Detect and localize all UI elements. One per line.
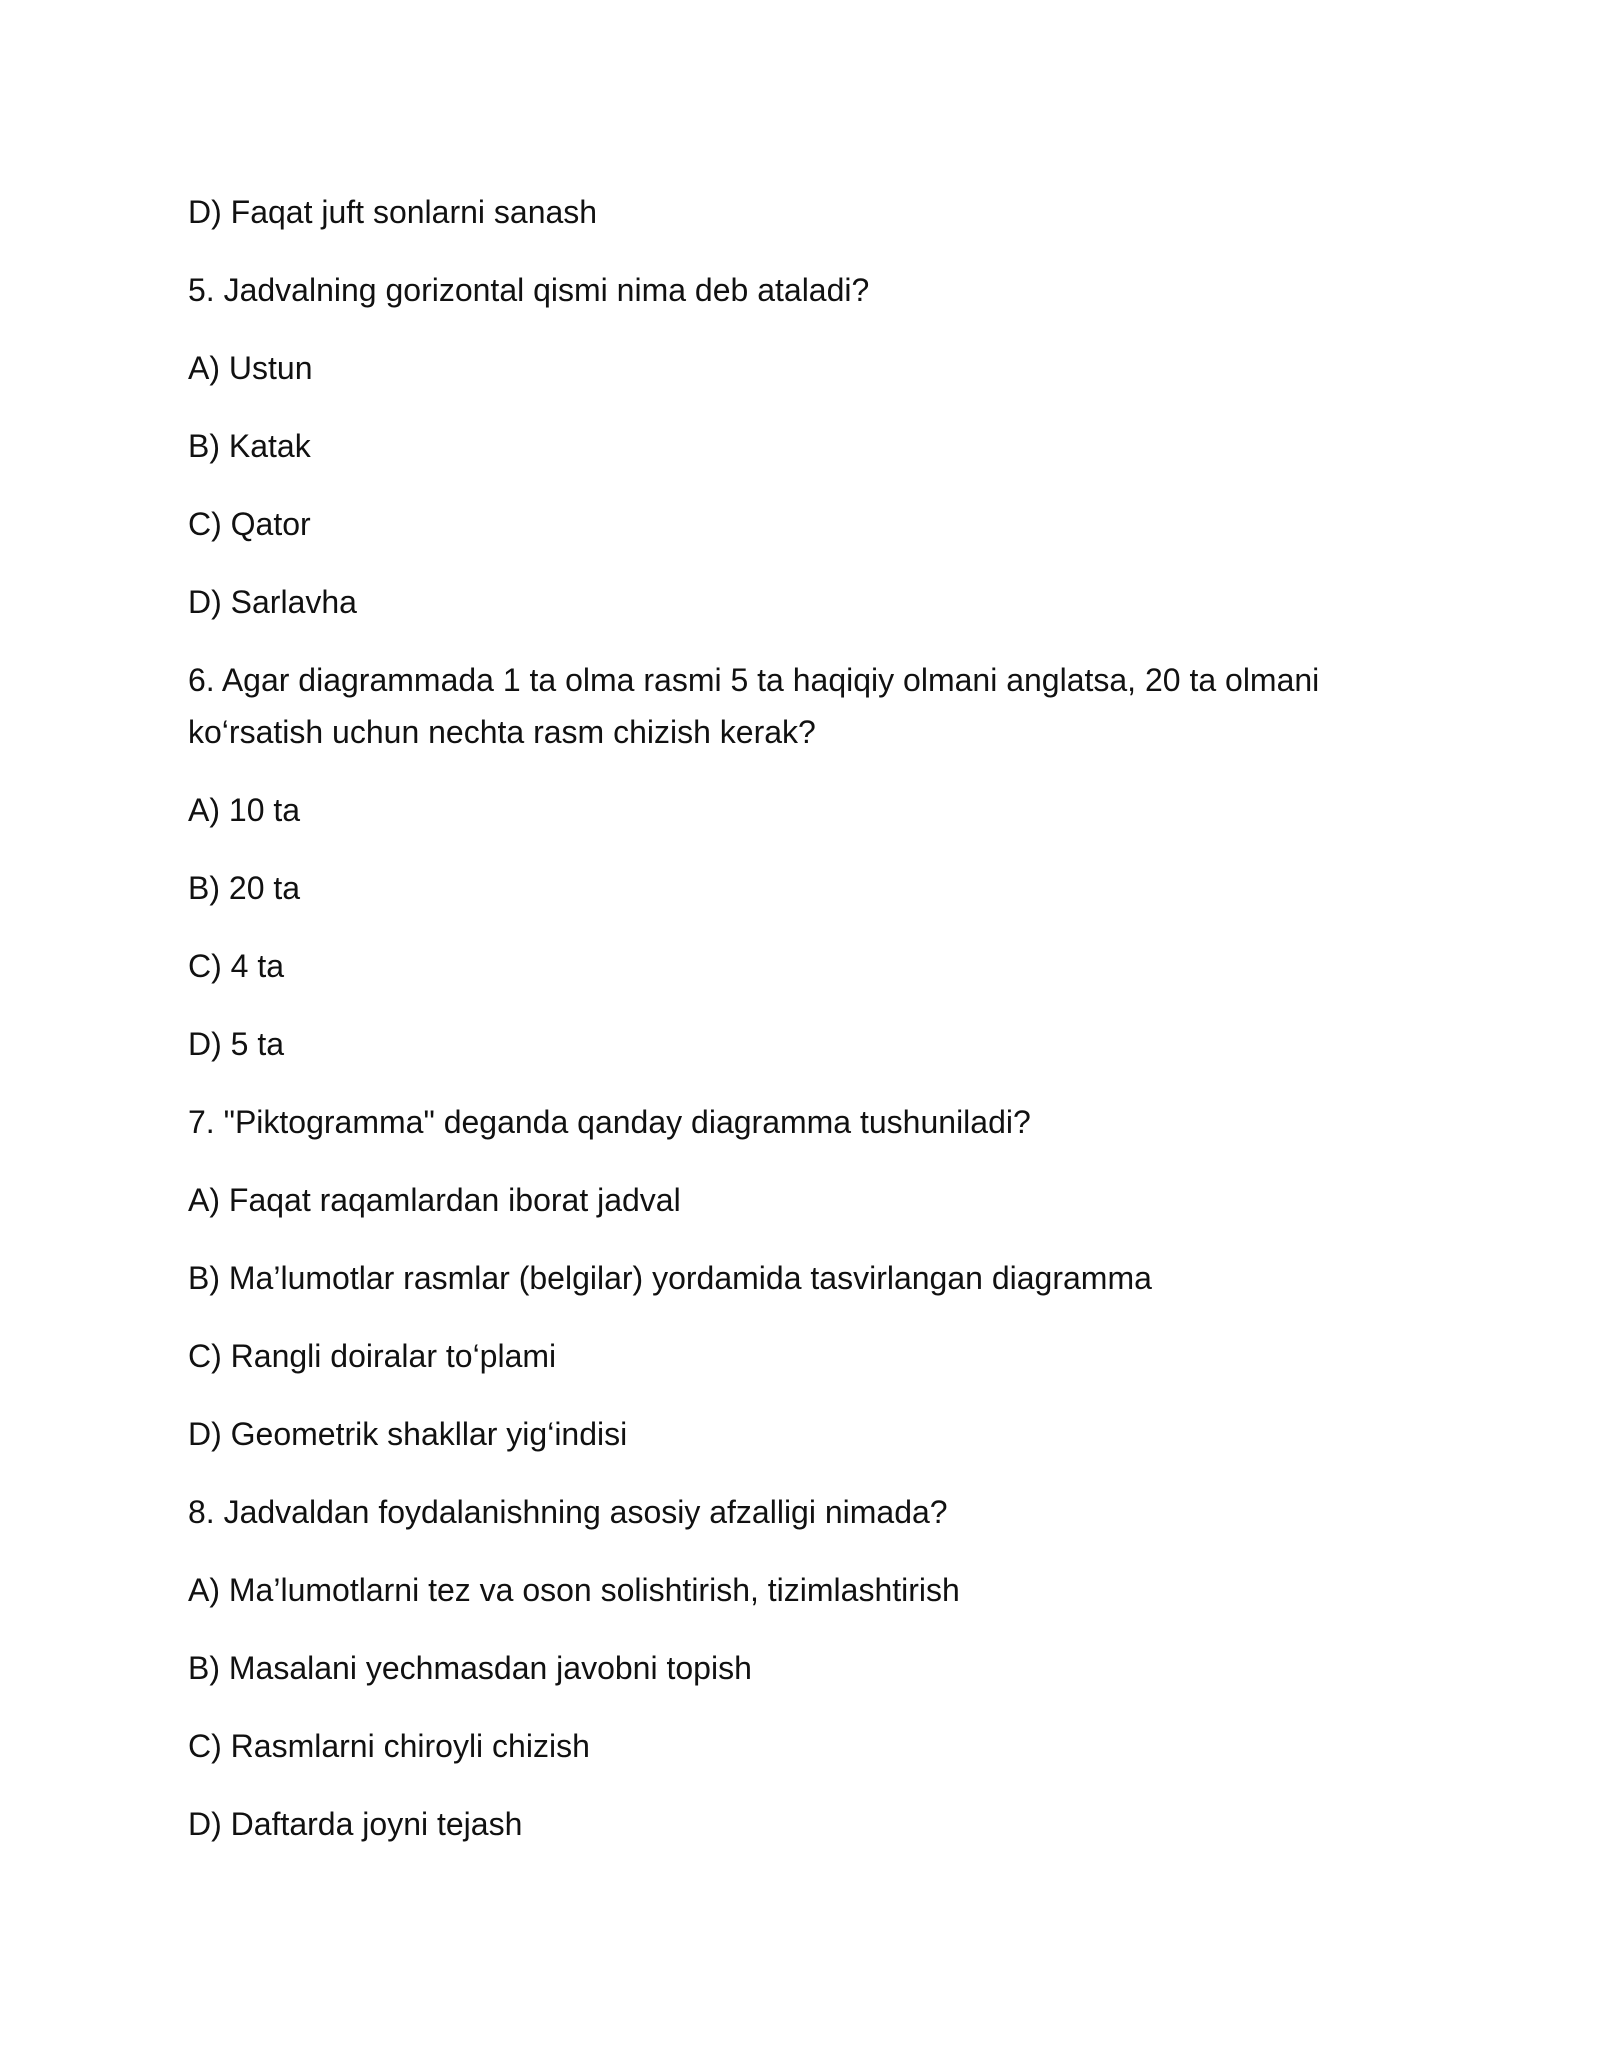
option-8d: D) Daftarda joyni tejash: [188, 1806, 523, 1842]
option-8a: A) Ma’lumotlarni tez va oson solishtirish, tizimlashtirish: [188, 1572, 960, 1608]
option-7a: A) Faqat raqamlardan iborat jadval: [188, 1182, 681, 1218]
option-4d: D) Faqat juft sonlarni sanash: [188, 194, 598, 230]
document-body: [188, 186, 1418, 1876]
option-8b: B) Masalani yechmasdan javobni topish: [188, 1650, 752, 1686]
question-8: 8. Jadvaldan foydalanishning asosiy afzalligi nimada?: [188, 1494, 948, 1530]
option-6a: A) 10 ta: [188, 792, 301, 828]
option-6d: D) 5 ta: [188, 1026, 285, 1062]
option-5a: A) Ustun: [188, 350, 313, 386]
option-7d: D) Geometrik shakllar yig‘indisi: [188, 1416, 628, 1452]
option-5c: C) Qator: [188, 506, 311, 542]
option-5b: B) Katak: [188, 428, 311, 464]
question-6: 6. Agar diagrammada 1 ta olma rasmi 5 ta haqiqiy olmani anglatsa, 20 ta olmani ko‘rsatish uchun nechta rasm chizish kerak?: [188, 662, 1320, 750]
option-7c: C) Rangli doiralar to‘plami: [188, 1338, 557, 1374]
option-5d: D) Sarlavha: [188, 584, 357, 620]
question-5: 5. Jadvalning gorizontal qismi nima deb ataladi?: [188, 272, 870, 308]
option-7b: B) Ma’lumotlar rasmlar (belgilar) yordamida tasvirlangan diagramma: [188, 1260, 1152, 1296]
option-6c: C) 4 ta: [188, 948, 285, 984]
option-8c: C) Rasmlarni chiroyli chizish: [188, 1728, 590, 1764]
question-7: 7. "Piktogramma" deganda qanday diagramma tushuniladi?: [188, 1104, 1031, 1140]
option-6b: B) 20 ta: [188, 870, 301, 906]
